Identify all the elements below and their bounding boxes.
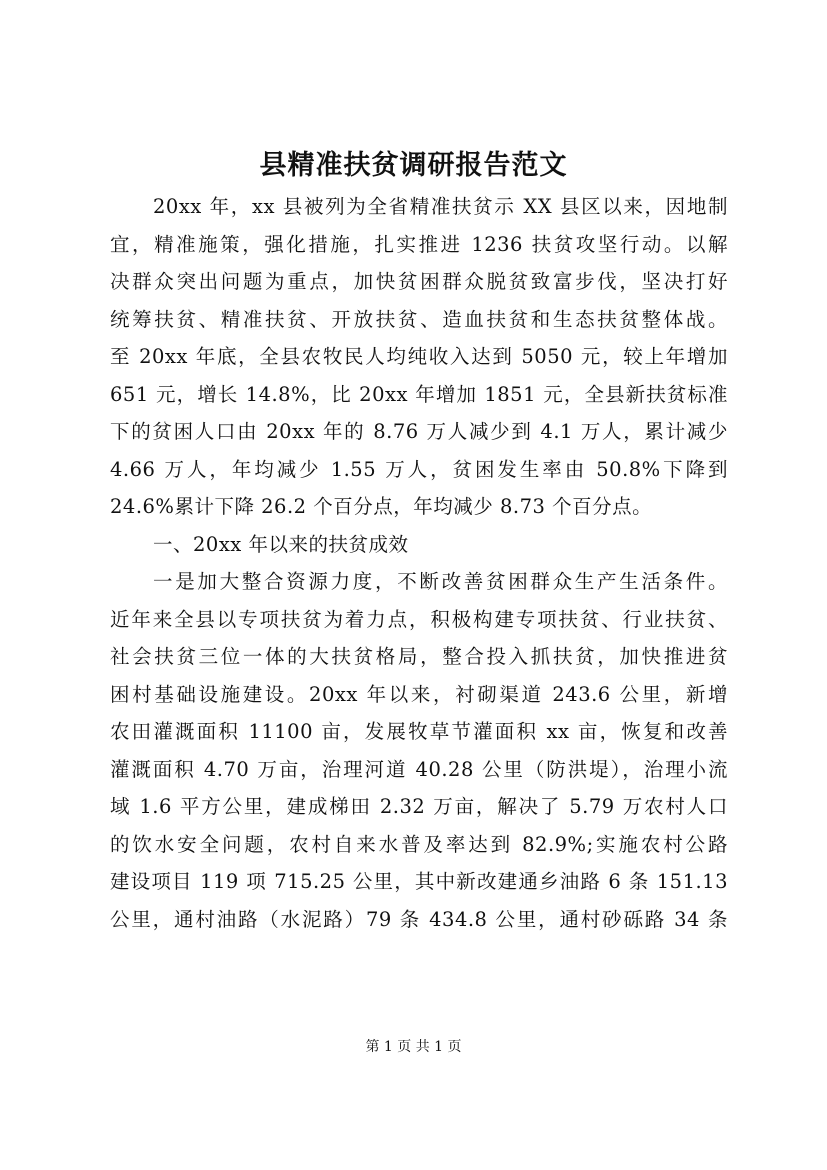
- paragraph-line: 24.6%累计下降 26.2 个百分点，年均减少 8.73 个百分点。: [110, 495, 653, 518]
- paragraph-line: 统筹扶贫、精准扶贫、开放扶贫、造血扶贫和生态扶贫整体战。: [110, 307, 728, 331]
- paragraph-line: 建设项目 119 项 715.25 公里，其中新改建通乡油路 6 条 151.13: [110, 870, 728, 893]
- paragraph-line: 20xx 年，xx 县被列为全省精准扶贫示 XX 县区以来，因地制: [153, 195, 728, 218]
- paragraph-line: 域 1.6 平方公里，建成梯田 2.32 万亩，解决了 5.79 万农村人口: [110, 795, 728, 818]
- document-title: 县精准扶贫调研报告范文: [259, 150, 568, 181]
- paragraph-line: 灌溉面积 4.70 万亩，治理河道 40.28 公里（防洪堤），治理小流: [110, 757, 728, 781]
- paragraph-line: 的饮水安全问题，农村自来水普及率达到 82.9%;实施农村公路: [110, 832, 728, 856]
- paragraph-line: 农田灌溉面积 11100 亩，发展牧草节灌面积 xx 亩，恢复和改善: [110, 720, 728, 743]
- page-footer: 第 1 页 共 1 页: [365, 1039, 462, 1055]
- paragraph-line: 下的贫困人口由 20xx 年的 8.76 万人减少到 4.1 万人，累计减少: [110, 420, 728, 443]
- section-heading: 一、20xx 年以来的扶贫成效: [153, 532, 409, 556]
- paragraph-line: 决群众突出问题为重点，加快贫困群众脱贫致富步伐，坚决打好: [110, 270, 728, 293]
- paragraph-line: 近年来全县以专项扶贫为着力点，积极构建专项扶贫、行业扶贫、: [110, 607, 728, 631]
- paragraph-line: 困村基础设施建设。20xx 年以来，衬砌渠道 243.6 公里，新增: [110, 682, 728, 706]
- paragraph-line: 公里，通村油路（水泥路）79 条 434.8 公里，通村砂砾路 34 条: [110, 907, 728, 931]
- paragraph-line: 4.66 万人，年均减少 1.55 万人，贫困发生率由 50.8%下降到: [110, 457, 728, 481]
- paragraph-line: 一是加大整合资源力度，不断改善贫困群众生产生活条件。: [153, 570, 728, 593]
- paragraph-line: 至 20xx 年底，全县农牧民人均纯收入达到 5050 元，较上年增加: [110, 345, 728, 368]
- paragraph-line: 宜，精准施策，强化措施，扎实推进 1236 扶贫攻坚行动。以解: [110, 232, 728, 256]
- paragraph-line: 社会扶贫三位一体的大扶贫格局，整合投入抓扶贫，加快推进贫: [110, 645, 728, 668]
- paragraph-line: 651 元，增长 14.8%，比 20xx 年增加 1851 元，全县新扶贫标准: [110, 382, 728, 406]
- document-body: [110, 188, 728, 938]
